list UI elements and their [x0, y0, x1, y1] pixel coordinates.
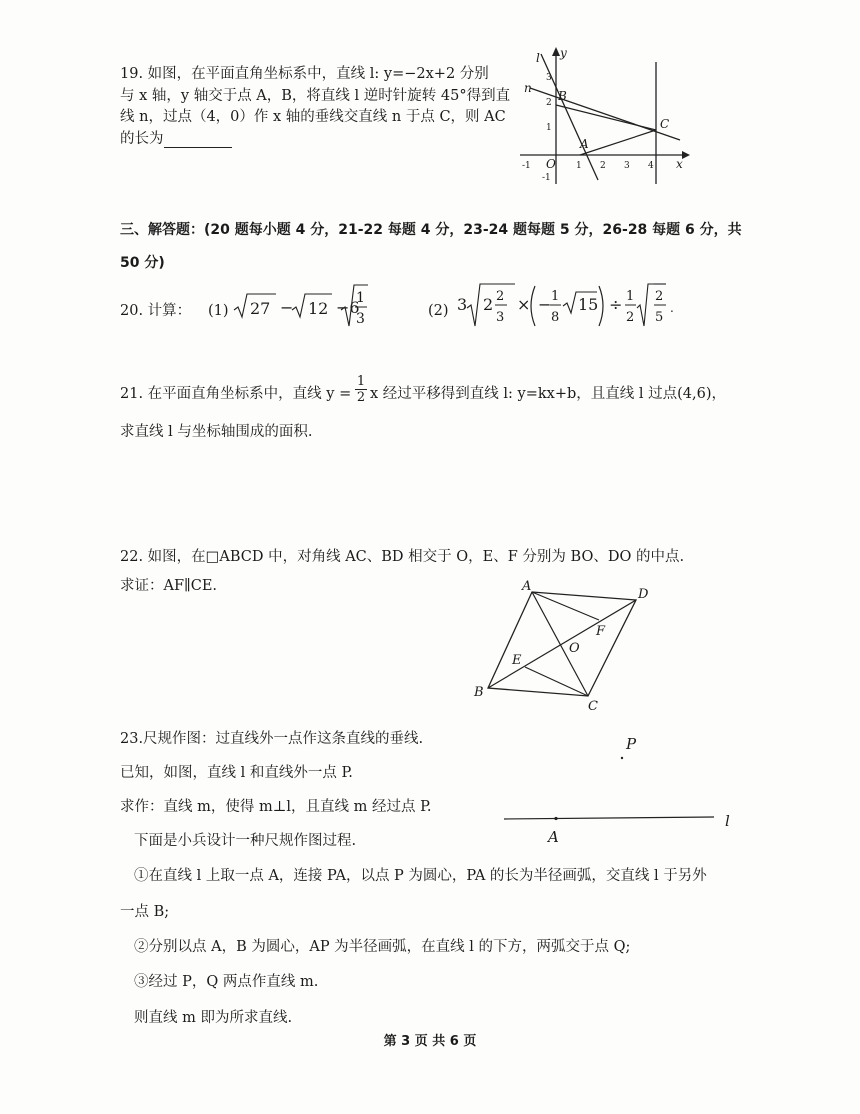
svg-text:5: 5 [655, 310, 664, 325]
svg-text:y: y [560, 46, 567, 60]
q21-fraction-numerator: 1 [356, 374, 366, 389]
q23-line-1: 23.尺规作图：过直线外一点作这条直线的垂线. [120, 731, 424, 747]
svg-text:1: 1 [551, 289, 560, 304]
svg-text:A: A [548, 828, 559, 846]
svg-text:1: 1 [576, 161, 582, 171]
q23-line-3: 求作：直线 m，使得 m⊥l，且直线 m 经过点 P. [120, 799, 432, 815]
svg-text:3: 3 [356, 311, 365, 327]
q19-line-4: 的长为 [120, 131, 164, 147]
q19-line-2: 与 x 轴，y 轴交于点 A，B，将直线 l 逆时针旋转 45°得到直 [120, 88, 511, 104]
svg-text:P: P [626, 735, 637, 753]
svg-text:x: x [676, 157, 683, 171]
svg-text:2: 2 [600, 161, 606, 171]
q23-line-6: 一点 B; [120, 904, 170, 920]
q22-line-2: 求证：AF∥CE. [120, 578, 218, 594]
q23-line-4: 下面是小兵设计一种尺规作图过程. [134, 833, 357, 849]
q20-expression-1-sqrt-frac [340, 282, 370, 334]
svg-text:3: 3 [457, 295, 468, 314]
svg-text:A: A [522, 579, 532, 594]
q23-line-9: 则直线 m 即为所求直线. [134, 1010, 293, 1026]
svg-text:F: F [596, 624, 606, 639]
svg-text:3: 3 [624, 161, 630, 171]
section3-heading: 三、解答题：(20 题每小题 4 分，21-22 每题 4 分，23-24 题每题 5 分，26-28 每题 6 分，共 [120, 222, 742, 238]
svg-text:2: 2 [626, 310, 635, 325]
q23-line-7: ②分别以点 A，B 为圆心，AP 为半径画弧，在直线 l 的下方，两弧交于点 Q; [134, 939, 631, 955]
svg-text:−: − [280, 298, 294, 317]
svg-text:A: A [580, 137, 589, 151]
q23-figure [496, 732, 746, 844]
q19-figure [510, 44, 690, 190]
svg-text:E: E [512, 653, 522, 668]
q20-expression-2 [455, 280, 655, 334]
q21-fraction-denominator: 2 [356, 390, 366, 405]
svg-text:-1: -1 [522, 161, 531, 171]
svg-text:27: 27 [250, 299, 271, 318]
q19-line-1: 19. 如图，在平面直角坐标系中，直线 l: y=−2x+2 分别 [120, 66, 489, 82]
q20-part2-label: (2) [428, 303, 449, 319]
svg-text:.: . [670, 301, 674, 315]
q20-expression-1 [232, 286, 360, 332]
q21-line-1b: x 经过平移得到直线 l: y=kx+b，且直线 l 过点(4,6)， [370, 386, 726, 402]
svg-text:3: 3 [496, 310, 505, 325]
svg-text:D: D [638, 587, 649, 602]
svg-text:1: 1 [546, 123, 552, 133]
q20-expression-2-tail [654, 280, 676, 334]
q21-line-2: 求直线 l 与坐标轴围成的面积. [120, 424, 313, 440]
svg-text:2: 2 [546, 98, 552, 108]
svg-text:O: O [569, 641, 580, 656]
q19-answer-blank [164, 147, 232, 148]
q21-line-1a: 21. 在平面直角坐标系中，直线 y = [120, 386, 352, 402]
svg-text:÷: ÷ [609, 295, 623, 314]
svg-text:3: 3 [546, 73, 552, 83]
svg-text:−: − [538, 295, 552, 314]
svg-text:12: 12 [308, 299, 329, 318]
svg-text:1: 1 [626, 289, 635, 304]
q20-label: 20. 计算： [120, 303, 192, 319]
q23-line-2: 已知，如图，直线 l 和直线外一点 P. [120, 765, 353, 781]
svg-text:−6: −6 [336, 298, 360, 317]
svg-text:O: O [546, 157, 556, 171]
svg-text:8: 8 [551, 310, 560, 325]
svg-text:2: 2 [483, 295, 494, 314]
svg-text:1: 1 [356, 290, 365, 306]
q21-fraction [355, 374, 367, 405]
section3-heading-cont: 50 分) [120, 255, 165, 271]
q23-line-5: ①在直线 l 上取一点 A，连接 PA，以点 P 为圆心，PA 的长为半径画弧，交直线 l 于另外 [134, 868, 707, 884]
q19-line-3: 线 n，过点（4，0）作 x 轴的垂线交直线 n 于点 C，则 AC [120, 109, 506, 125]
svg-text:n: n [524, 81, 532, 95]
svg-text:-1: -1 [542, 173, 551, 183]
svg-text:C: C [588, 699, 598, 714]
q23-line-8: ③经过 P，Q 两点作直线 m. [134, 974, 319, 990]
svg-text:15: 15 [578, 295, 599, 314]
svg-text:2: 2 [496, 289, 505, 304]
q22-line-1: 22. 如图，在□ABCD 中，对角线 AC、BD 相交于 O，E、F 分别为 BO、DO 的中点. [120, 549, 685, 565]
page-footer: 第 3 页 共 6 页 [383, 1034, 477, 1049]
svg-text:2: 2 [655, 289, 664, 304]
q22-parallelogram-figure [466, 578, 666, 714]
svg-text:B: B [474, 685, 484, 700]
svg-text:C: C [660, 117, 670, 131]
svg-text:B: B [558, 89, 567, 103]
svg-text:l: l [536, 51, 540, 65]
q20-part1-label: (1) [208, 303, 229, 319]
svg-text:×: × [517, 295, 531, 314]
svg-text:4: 4 [648, 161, 654, 171]
svg-text:l: l [725, 812, 730, 830]
